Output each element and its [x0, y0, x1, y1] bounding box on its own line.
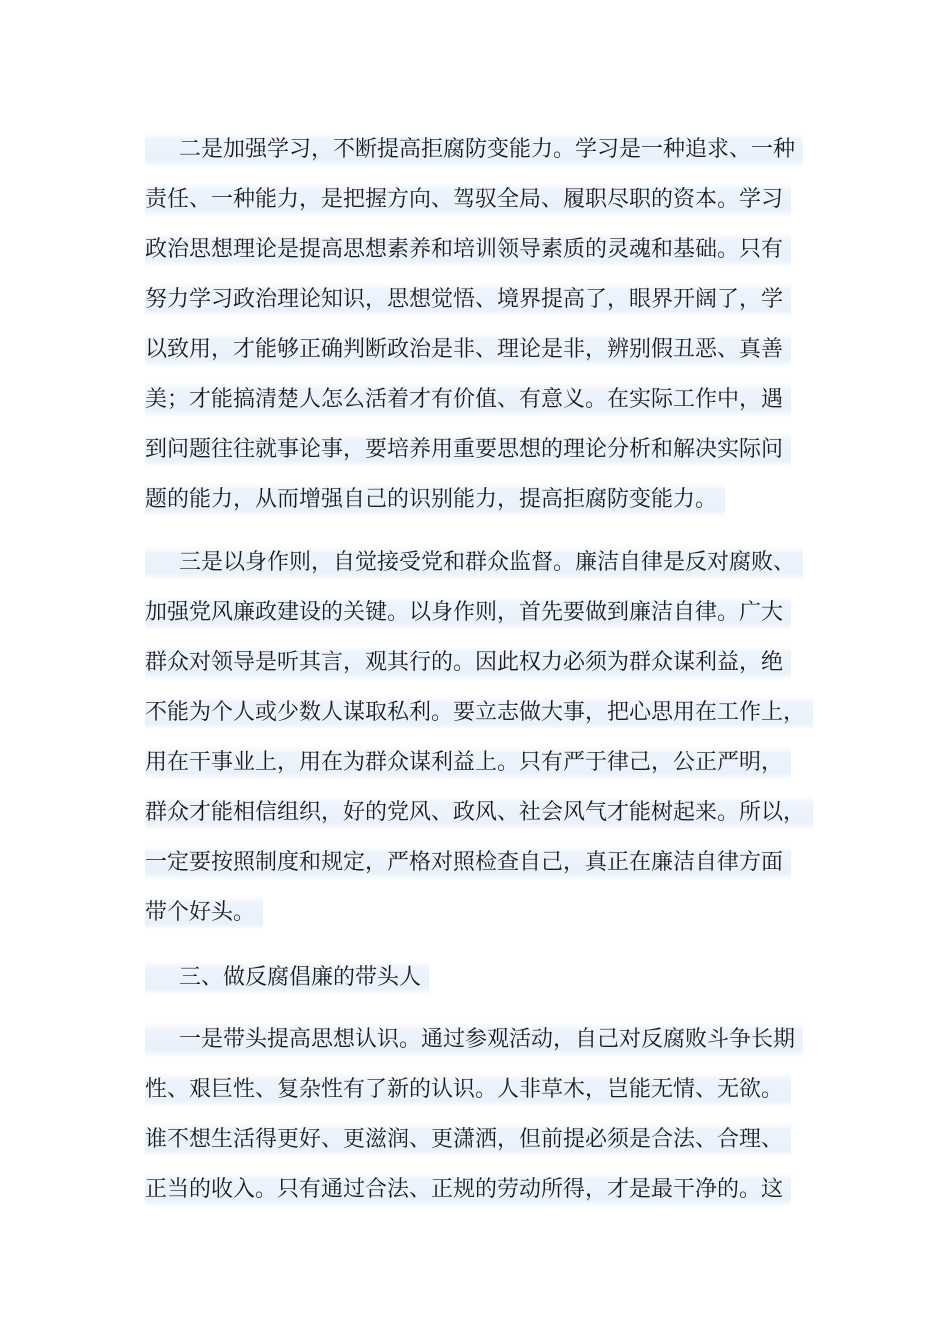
text-line-content: 努力学习政治理论知识，思想觉悟、境界提高了，眼界开阔了，学	[145, 283, 791, 317]
text-line-content: 美；才能搞清楚人怎么活着才有价值、有意义。在实际工作中，遇	[145, 383, 791, 417]
text-line-content: 群众才能相信组织，好的党风、政风、社会风气才能树起来。所以，	[145, 796, 813, 830]
paragraph-lead-by-example	[145, 538, 825, 938]
text-line-content: 二是加强学习，不断提高拒腐防变能力。学习是一种追求、一种	[145, 133, 803, 167]
paragraph-strengthen-learning	[145, 125, 825, 525]
text-line-content: 性、艰巨性、复杂性有了新的认识。人非草木，岂能无情、无欲。	[145, 1073, 791, 1107]
text-line-content: 加强党风廉政建设的关键。以身作则，首先要做到廉洁自律。广大	[145, 596, 791, 630]
text-line	[145, 1165, 825, 1215]
text-line	[145, 375, 825, 425]
heading-text: 三、做反腐倡廉的带头人	[145, 961, 429, 995]
text-line	[145, 738, 825, 788]
text-line-content: 三是以身作则，自觉接受党和群众监督。廉洁自律是反对腐败、	[145, 546, 803, 580]
text-line-content: 题的能力，从而增强自己的识别能力，提高拒腐防变能力。	[145, 483, 725, 517]
text-line-content: 正当的收入。只有通过合法、正规的劳动所得，才是最干净的。这	[145, 1173, 791, 1207]
text-line-content: 到问题往往就事论事，要培养用重要思想的理论分析和解决实际问	[145, 433, 791, 467]
text-line	[145, 688, 825, 738]
text-line	[145, 475, 825, 525]
text-line-content: 一定要按照制度和规定，严格对照检查自己，真正在廉洁自律方面	[145, 846, 791, 880]
text-line-content: 带个好头。	[145, 896, 263, 930]
text-line-content: 以致用，才能够正确判断政治是非、理论是非，辨别假丑恶、真善	[145, 333, 791, 367]
text-line	[145, 538, 825, 588]
text-line	[145, 838, 825, 888]
text-line	[145, 588, 825, 638]
text-line	[145, 888, 825, 938]
text-line	[145, 1115, 825, 1165]
text-line-content: 责任、一种能力，是把握方向、驾驭全局、履职尽职的资本。学习	[145, 183, 791, 217]
text-line	[145, 425, 825, 475]
text-line-content: 群众对领导是听其言，观其行的。因此权力必须为群众谋利益，绝	[145, 646, 791, 680]
text-line-content: 不能为个人或少数人谋取私利。要立志做大事，把心思用在工作上，	[145, 696, 813, 730]
text-line	[145, 125, 825, 175]
text-line-content: 一是带头提高思想认识。通过参观活动，自己对反腐败斗争长期	[145, 1023, 803, 1057]
paragraph-raise-awareness	[145, 1015, 825, 1215]
text-line-content: 用在干事业上，用在为群众谋利益上。只有严于律己，公正严明，	[145, 746, 791, 780]
text-line-content: 谁不想生活得更好、更滋润、更潇洒，但前提必须是合法、合理、	[145, 1123, 791, 1157]
text-line	[145, 175, 825, 225]
text-line	[145, 225, 825, 275]
text-line	[145, 1065, 825, 1115]
section-heading	[145, 953, 825, 1003]
text-line	[145, 638, 825, 688]
text-line	[145, 275, 825, 325]
text-line	[145, 1015, 825, 1065]
text-line	[145, 325, 825, 375]
text-line	[145, 788, 825, 838]
heading-line	[145, 953, 825, 1003]
text-line-content: 政治思想理论是提高思想素养和培训领导素质的灵魂和基础。只有	[145, 233, 791, 267]
